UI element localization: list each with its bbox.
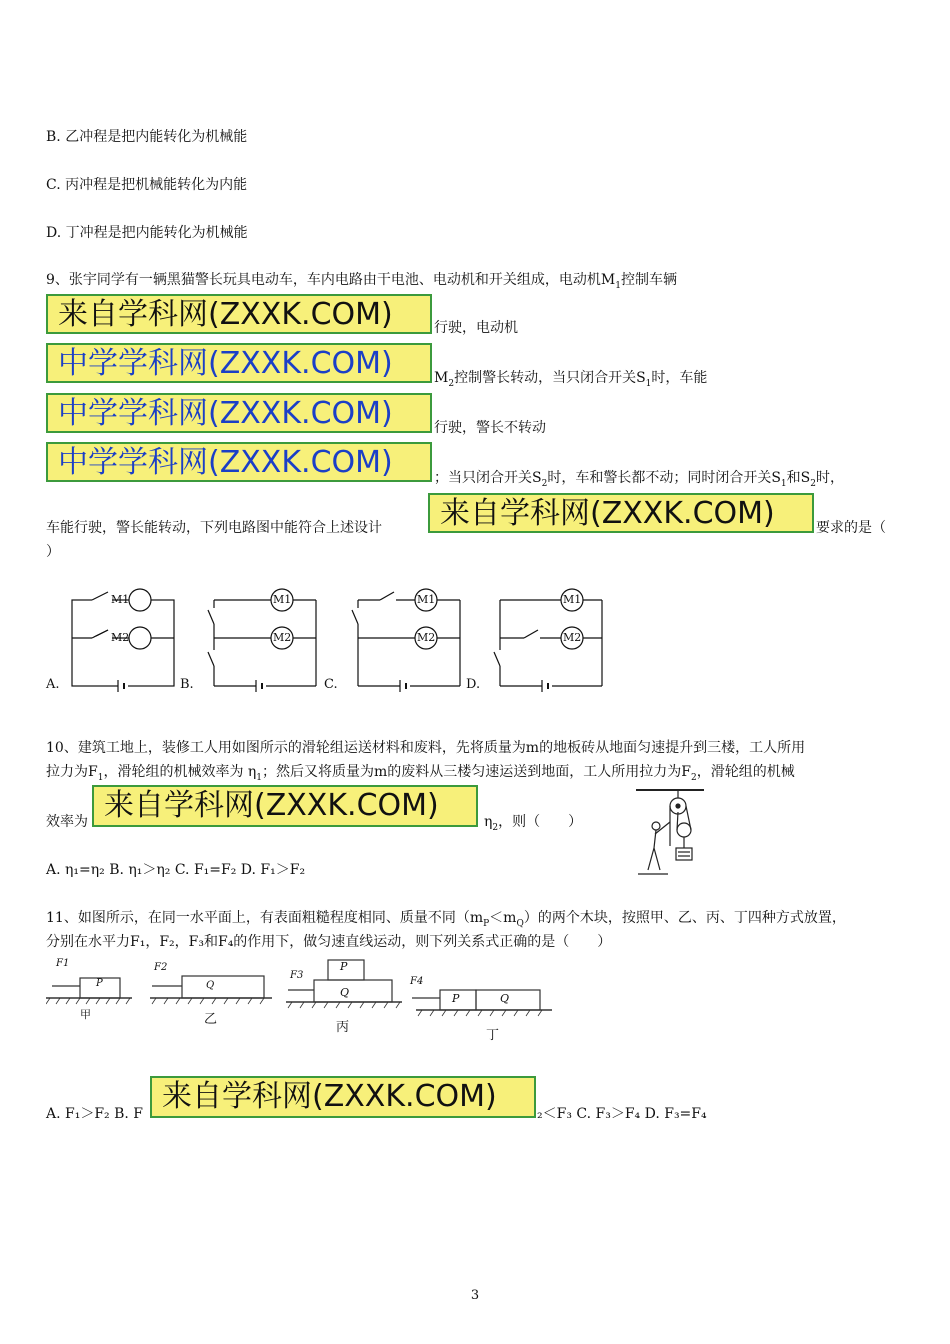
force-label: F2 [154, 962, 168, 973]
watermark-banner: 中学学科网(ZXXK.COM) [46, 343, 432, 383]
q10-line3b: $\eta_2$，则（ ） [484, 814, 583, 833]
motor-label: M1 [111, 593, 130, 606]
q9-seg1: 行驶，电动机 [434, 320, 518, 336]
watermark-banner: 来自学科网(ZXXK.COM) [46, 294, 432, 334]
q9-line1: 9、张宇同学有一辆黑猫警长玩具电动车，车内电路由干电池、电动机和开关组成，电动机$M_1$控制车辆 [46, 272, 677, 291]
block-label: Q [340, 986, 350, 999]
motor-label: M2 [111, 631, 130, 644]
pulley-figure [634, 786, 706, 878]
fig-label: 乙 [204, 1012, 218, 1027]
watermark-banner: 来自学科网(ZXXK.COM) [428, 493, 814, 533]
q10-line3a: 效率为 [46, 814, 88, 830]
watermark-banner: 中学学科网(ZXXK.COM) [46, 393, 432, 433]
motor-label: M1 [563, 593, 582, 606]
q9-seg5b: 要求的是（ [816, 520, 886, 536]
block-label: Q [500, 992, 510, 1005]
option-label-d: D. [466, 677, 481, 692]
page-number: 3 [470, 1288, 480, 1303]
q11-line2: 分别在水平力F₁，F₂，F₃和F₄的作用下，做匀速直线运动，则下列关系式正确的是（ ） [46, 934, 612, 950]
block-label: P [452, 992, 460, 1005]
q9-seg4: ；当只闭合开关$S_2$时，车和警长都不动；同时闭合开关$S_1$和$S_2$时， [434, 470, 844, 489]
option-b-prev: B. 乙冲程是把内能转化为机械能 [46, 129, 248, 145]
fig-label: 丁 [486, 1028, 500, 1043]
q9-seg5a: 车能行驶，警长能转动，下列电路图中能符合上述设计 [46, 520, 382, 536]
option-label-a: A. [46, 677, 60, 692]
motor-label: M2 [563, 631, 582, 644]
fig-label: 丙 [336, 1020, 350, 1035]
option-c-prev: C. 丙冲程是把机械能转化为内能 [46, 177, 248, 193]
watermark-banner: 来自学科网(ZXXK.COM) [150, 1076, 536, 1118]
option-d-prev: D. 丁冲程是把内能转化为机械能 [46, 225, 248, 241]
watermark-banner: 来自学科网(ZXXK.COM) [92, 785, 478, 827]
motor-label: M1 [273, 593, 292, 606]
option-label-b: B. [180, 677, 194, 692]
force-label: F3 [290, 970, 304, 981]
q11-options-b: ₂＜F₃ C. F₃＞F₄ D. F₃=F₄ [537, 1106, 707, 1122]
circuit-c [352, 589, 460, 692]
q9-seg2: $M_2$控制警长转动，当只闭合开关$S_1$时，车能 [434, 370, 708, 389]
block-label: P [340, 960, 348, 973]
force-label: F4 [410, 976, 424, 987]
block-label: P [96, 978, 103, 989]
q11-line1: 11、如图所示，在同一水平面上，有表面粗糙程度相同、质量不同$(m_P<m_Q)$的两个木块，按照甲、乙、丙、丁四种方式放置， [46, 910, 846, 929]
watermark-banner: 中学学科网(ZXXK.COM) [46, 442, 432, 482]
force-label: F1 [56, 958, 70, 969]
q10-line1: 10、建筑工地上，装修工人用如图所示的滑轮组运送材料和废料，先将质量为m的地板砖从地面匀速提升到三楼，工人所用 [46, 740, 806, 756]
q9-seg3: 行驶，警长不转动 [434, 420, 546, 436]
q11-options-a: A. F₁＞F₂ B. F [46, 1106, 144, 1122]
block-label: Q [206, 980, 215, 991]
circuit-d [494, 589, 602, 692]
circuit-b [208, 589, 316, 692]
q9-seg5c: ） [46, 544, 60, 560]
option-label-c: C. [324, 677, 338, 692]
q10-options: A. η₁=η₂ B. η₁＞η₂ C. F₁=F₂ D. F₁＞F₂ [46, 862, 306, 878]
motor-label: M1 [417, 593, 436, 606]
q10-line2: 拉力为$F_1$，滑轮组的机械效率为 $\eta_1$；然后又将质量为m的废料从三楼匀速运送到地面，工人所用拉力为$F_2$，滑轮组的机械 [46, 764, 795, 783]
motor-label: M2 [273, 631, 292, 644]
motor-label: M2 [417, 631, 436, 644]
fig-label: 甲 [80, 1008, 91, 1021]
